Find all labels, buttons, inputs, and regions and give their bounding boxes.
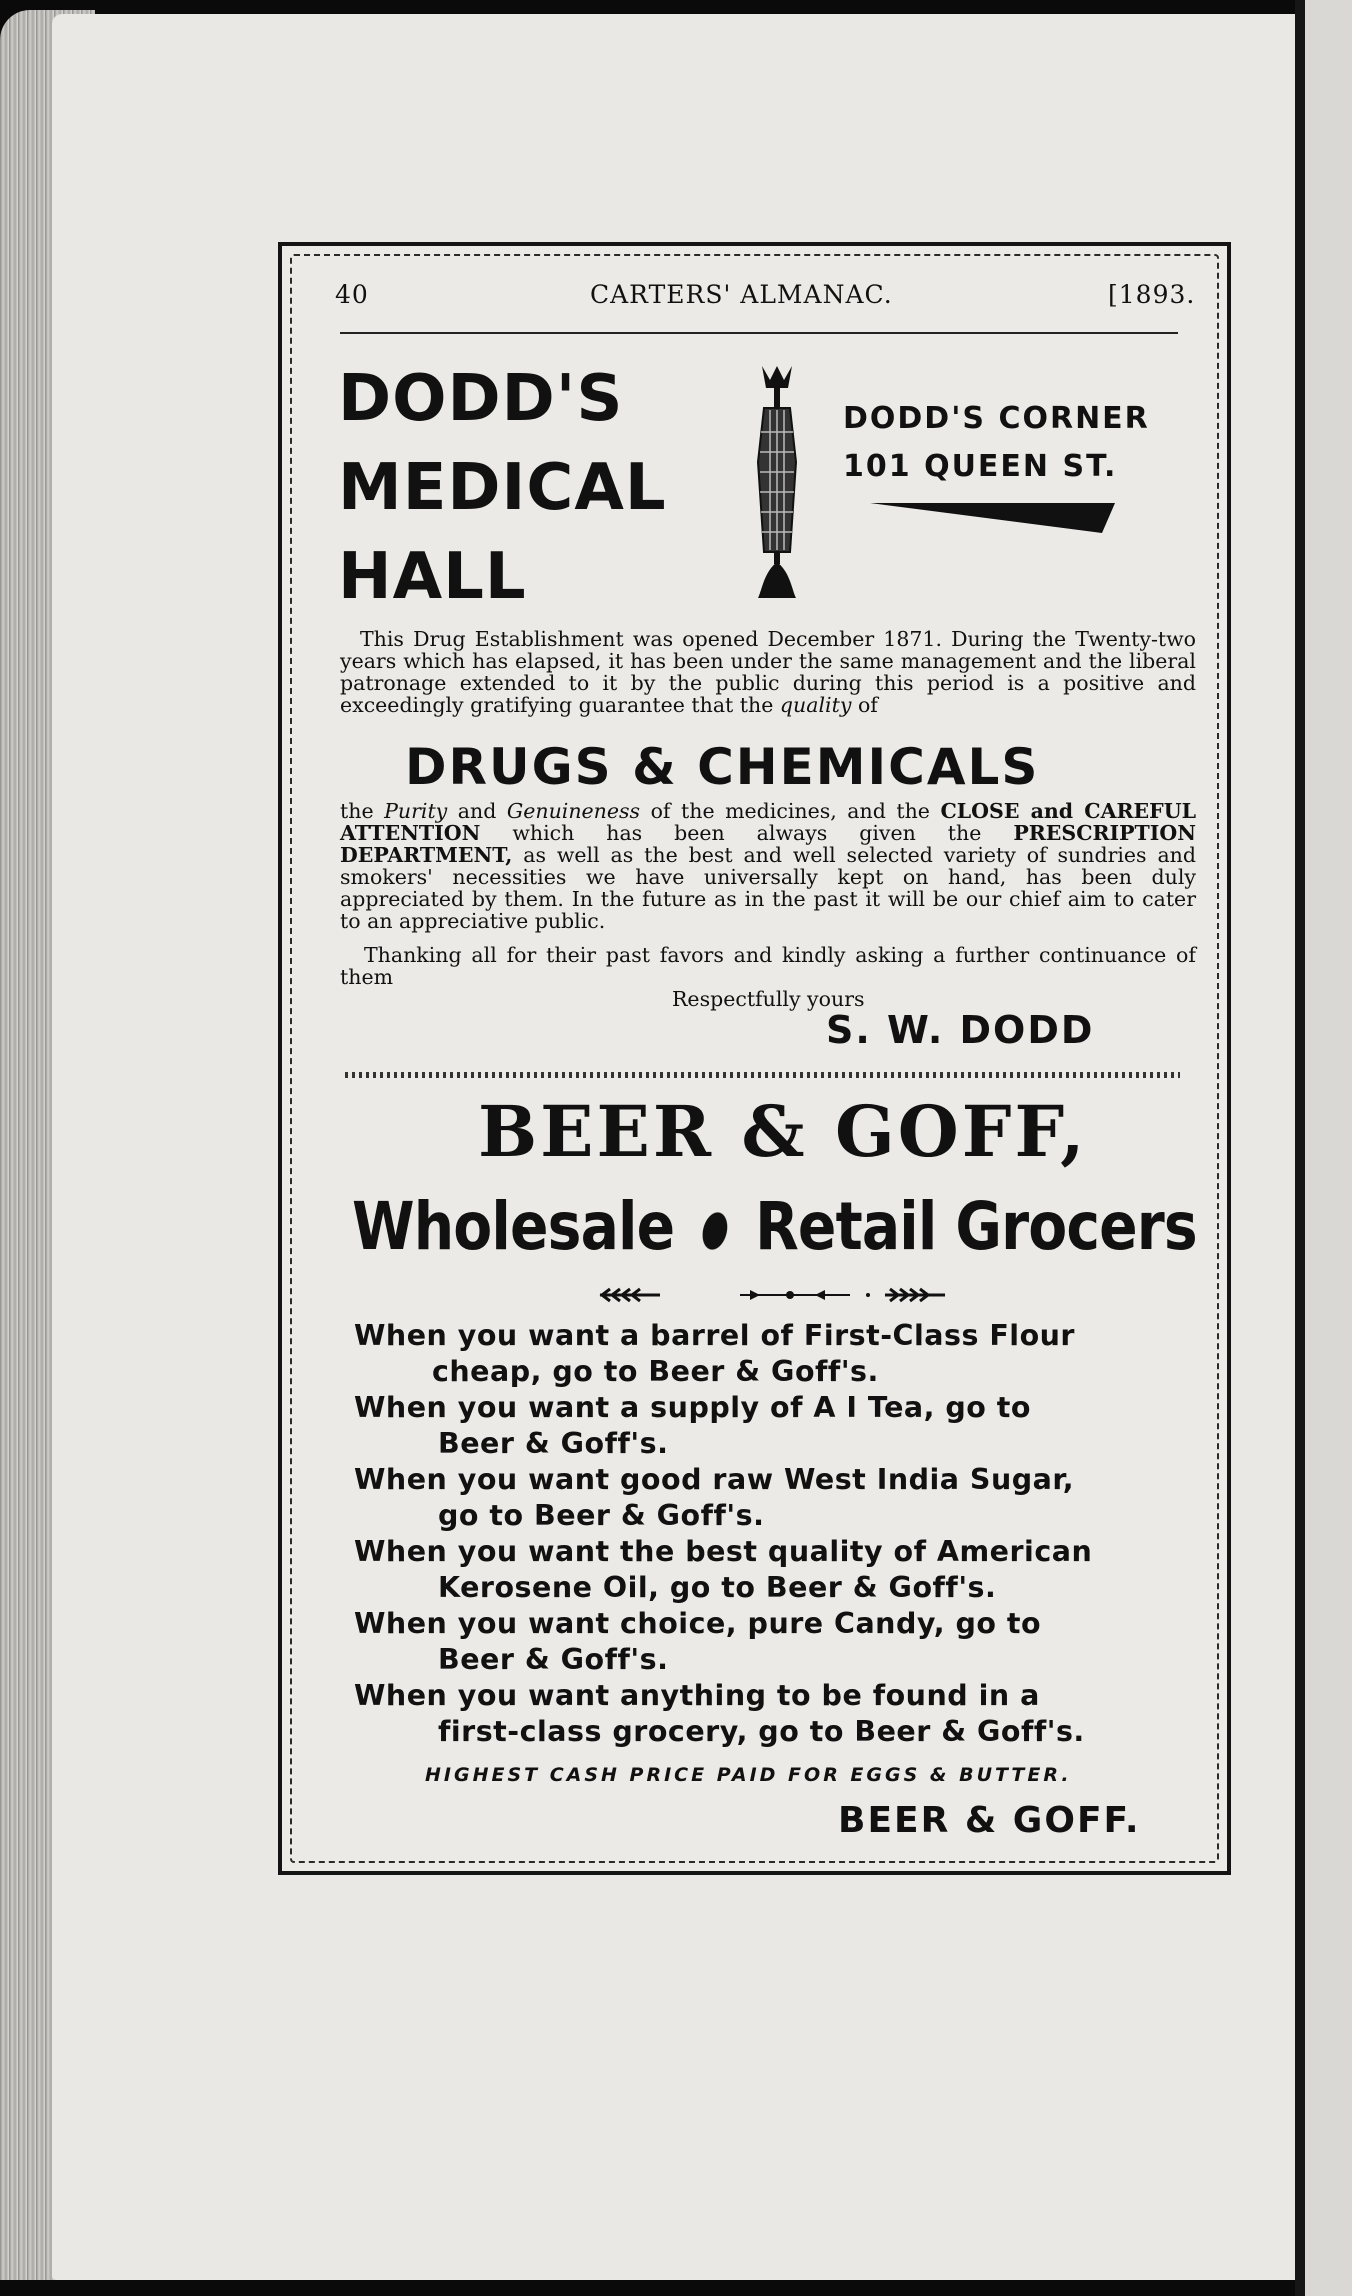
cash-price-line: HIGHEST CASH PRICE PAID FOR EGGS & BUTTER. [425,1764,1072,1786]
offer-line-6a: When you want anything to be found in a [354,1679,1040,1712]
almanac-title: CARTERS' ALMANAC. [590,280,893,309]
dodd-paragraph-1-text: This Drug Establishment was opened December 1871. During the Twenty-two years which has elapsed, it has been under the same management and the liberal patronage extended to it by the public during this period is a positive and exceedingly gratifying guarantee that the [340,627,1196,717]
dodd-name-line-1: DODD'S [338,362,624,436]
para2-part-4: which has been always given the [480,821,1014,845]
page-number: 40 [335,280,369,309]
offer-line-3a: When you want good raw West India Sugar, [354,1463,1075,1496]
para2-part-1: the [340,799,385,823]
retail-grocers-words: Retail Grocers [755,1188,1197,1265]
almanac-year: [1893. [1108,280,1196,309]
beer-goff-title: BEER & GOFF, [478,1090,1088,1173]
purity-word: Purity [384,799,448,823]
offer-line-4b: Kerosene Oil, go to Beer & Goff's. [438,1571,997,1604]
dodd-name-line-2: MEDICAL [338,451,667,525]
pointer-wedge-icon [870,499,1120,535]
offer-line-6b: first-class grocery, go to Beer & Goff's. [438,1715,1085,1748]
dotted-divider [345,1072,1180,1078]
dodd-paragraph-3: Thanking all for their past favors and kindly asking a further continuance of them [340,943,1196,989]
facing-page-edge [1295,0,1352,2296]
arrow-ornament-divider [600,1288,950,1302]
genuineness-word: Genuineness [506,799,641,823]
offer-line-2a: When you want a supply of A I Tea, go to [354,1391,1031,1424]
offer-line-5b: Beer & Goff's. [438,1643,669,1676]
dodd-closing: Respectfully yours [672,987,865,1011]
dodd-name-line-3: HALL [338,540,527,614]
header-rule [340,332,1178,334]
grocers-subtitle [352,1188,1197,1265]
careful-attention-phrase: CLOSE and CAREFUL ATTENTION [340,799,1196,845]
dodd-signature: S. W. DODD [826,1008,1095,1052]
dodd-paragraph-1 [340,628,1196,716]
ampersand-flourish-icon [694,1203,736,1260]
goff-offer-list [354,1318,1214,1750]
ornamental-vial-icon [752,362,802,602]
dodd-corner: DODD'S CORNER [843,401,1150,436]
offer-line-3b: go to Beer & Goff's. [438,1499,765,1532]
prescription-department-phrase: PRESCRIPTION DEPARTMENT, [340,821,1196,867]
offer-line-5a: When you want choice, pure Candy, go to [354,1607,1042,1640]
wholesale-word: Wholesale [352,1188,675,1265]
dodd-address: 101 QUEEN ST. [843,449,1118,484]
para2-part-3: of the medicines, and the [640,799,941,823]
offer-line-2b: Beer & Goff's. [438,1427,669,1460]
beer-goff-signature: BEER & GOFF. [838,1800,1141,1841]
offer-line-4a: When you want the best quality of American [354,1535,1093,1568]
offer-line-1b: cheap, go to Beer & Goff's. [432,1355,879,1388]
offer-line-1a: When you want a barrel of First-Class Flour [354,1319,1075,1352]
para2-part-2: and [447,799,507,823]
drugs-chemicals-heading: DRUGS & CHEMICALS [405,738,1040,796]
of-word: of [857,693,878,717]
quality-word: quality [779,693,852,717]
dodd-paragraph-2 [340,800,1196,932]
para2-part-5: as well as the best and well selected variety of sundries and smokers' necessities we have universally kept on hand, has been duly appreciated by them. In the future as in the past it will be our chief aim to cater to an appreciative public. [340,843,1196,933]
